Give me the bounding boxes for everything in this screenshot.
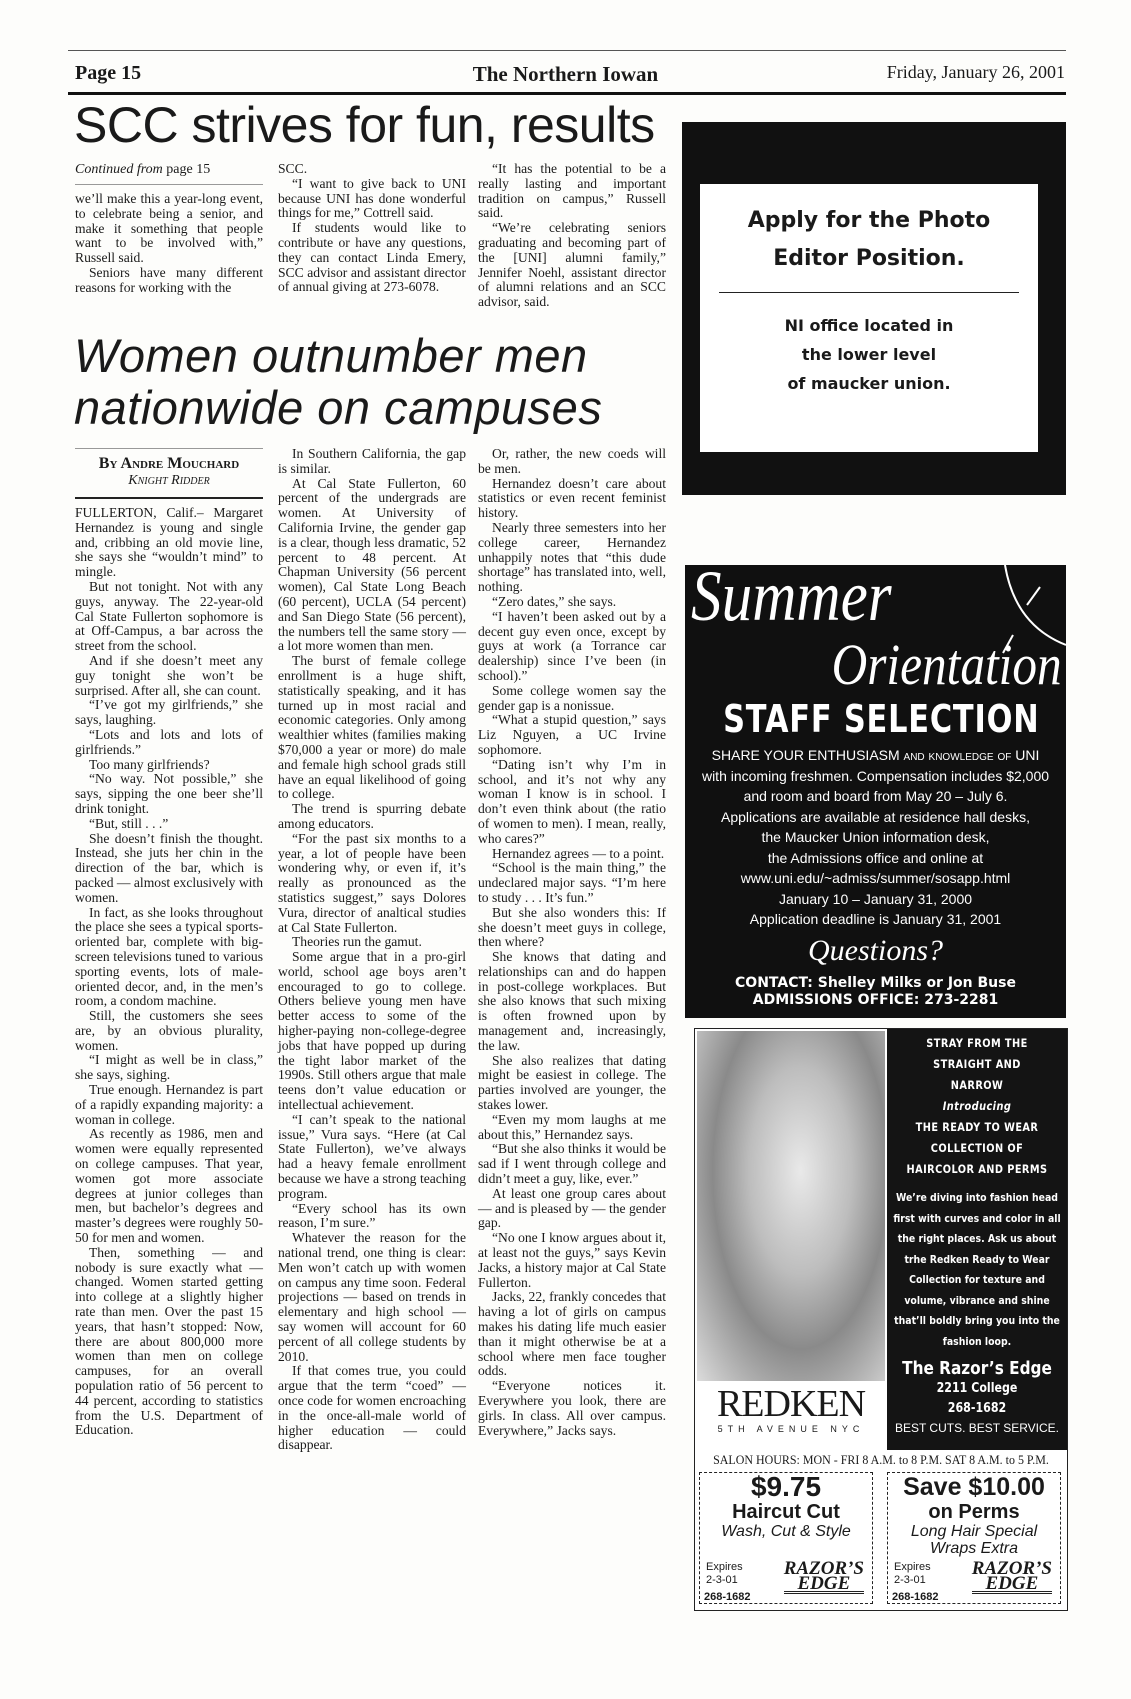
- headline-line-1: Women outnumber men: [74, 329, 588, 382]
- ad-text: NI office located in: [784, 316, 954, 335]
- paragraph: “I want to give back to UNI because UNI has done wonderful things for me,” Cottrell said.: [278, 175, 466, 221]
- ad-line: and room and board from May 20 – July 6.: [743, 788, 1008, 804]
- scc-headline: SCC strives for fun, results: [74, 97, 655, 153]
- ad-heading-line: COLLECTION OF: [930, 1141, 1024, 1155]
- paragraph: “School is the main thing,” the undeclared major says. “I’m here to study . . . It’s fun.”: [478, 860, 666, 905]
- ad-line: Application deadline is January 31, 2001: [749, 911, 1002, 927]
- ad-contact: [685, 975, 1066, 1009]
- ad-body: [685, 745, 1066, 930]
- ad-text: Editor Position.: [773, 246, 965, 271]
- paragraph: Whatever the reason for the national trend, one thing is clear: Men won’t catch up with women on campus any time soon. Federal projections — based on trends in elementary and high school — say women will account for 60 percent of all college students by 2010.: [278, 1230, 466, 1364]
- coupon-detail: Long Hair Special: [910, 1523, 1038, 1540]
- paragraph: “I haven’t been asked out by a decent guy even once, except by guys at work (a Torrance car dealership) since I’ve been (in school).”: [478, 608, 666, 683]
- paragraph: “But, still . . .”: [89, 815, 169, 831]
- paragraph: Seniors have many different reasons for working with the: [75, 264, 263, 295]
- paragraph: Theories run the gamut.: [292, 934, 422, 950]
- salon-hours: SALON HOURS: MON - FRI 8 A.M. to 8 P.M. SAT 8 A.M. to 5 P.M.: [713, 1452, 1049, 1467]
- byline-agency: Knight Ridder: [128, 473, 210, 488]
- article-column-2: [278, 447, 466, 1453]
- ad-text: of maucker union.: [787, 374, 951, 393]
- ad-line-1: [700, 202, 1038, 278]
- coupon-detail: Wraps Extra: [929, 1540, 1018, 1557]
- paragraph: At least one group cares about — and is pleased by — the gender gap.: [478, 1185, 666, 1231]
- ad-heading-line: HAIRCOLOR AND PERMS: [906, 1162, 1048, 1176]
- salon-address: 2211 College: [936, 1381, 1018, 1396]
- paragraph: “Everyone notices it. Everywhere you look, there are girls. In class. All over campus. Everywhere,” Jacks says.: [478, 1378, 666, 1438]
- paragraph: “We’re celebrating seniors graduating and becoming part of the [UNI] alumni family,” Jennifer Noehl, assistant director of alumni relations and an SCC advisor, said.: [478, 220, 666, 310]
- paragraph: But not tonight. Not with any guys, anyway. The 22-year-old Cal State Fullerton sophomore is at Off-Campus, a bar across the street from the school.: [75, 578, 263, 654]
- logo-text: RAZOR’S: [783, 1558, 864, 1579]
- scc-column-2: [278, 162, 466, 295]
- paragraph: “Even my mom laughs at me about this,” Hernandez says.: [478, 1111, 666, 1142]
- paragraph: If that comes true, you could argue that the term “coed” — once code for women encroaching in the once-all-male world of higher education — could disappear.: [278, 1363, 466, 1453]
- issue-date: Friday, January 26, 2001: [886, 62, 1065, 82]
- razors-edge-logo: [783, 1558, 864, 1594]
- paragraph: At Cal State Fullerton, 60 percent of the undergrads are women. At University of California Irvine, the gender gap is a clear, though less dramatic, 52 percent to 48 percent. At Chapman University (56 percent women), Cal State Long Beach (60 percent), UCLA (54 percent) and San Diego State (56 percent), the numbers tell the same story — a lot more women than men.: [278, 475, 466, 654]
- paragraph: “I might as well be in class,” she says, sighing.: [75, 1052, 263, 1083]
- logo-text: EDGE: [985, 1573, 1039, 1594]
- paragraph: But she also wonders this: If she doesn’t meet guys in college, then where?: [478, 904, 666, 950]
- paragraph: Nearly three semesters into her college career, Hernandez unhappily notes that “this dude shortage” has translated into, well, nothing.: [478, 519, 666, 595]
- paragraph: “No one I know argues about it, at least not the guys,” says Kevin Jacks, a history major at Cal State Fullerton.: [478, 1230, 666, 1290]
- salon-coupons: [694, 1450, 1068, 1611]
- paragraph: “No way. Not possible,” she says, sipping the one beer she’ll drink tonight.: [75, 771, 263, 816]
- expires-date: 2-3-01: [894, 1574, 926, 1586]
- byline: [75, 448, 263, 499]
- salon-ad: [694, 1028, 1068, 1452]
- paragraph: “Dating isn’t why I’m in school, and it’s not why any woman I know is in school. I don’t even think about (the ratio of women to men). I mean, really, who cares?”: [478, 756, 666, 846]
- continued-label: Continued from: [75, 162, 163, 177]
- ad-questions: Questions?: [808, 934, 943, 967]
- coupon-detail: Wash, Cut & Style: [721, 1523, 851, 1540]
- paragraph: Hernandez agrees — to a point.: [492, 845, 665, 861]
- photo-editor-ad-panel: [700, 184, 1038, 452]
- salon-phone: 268-1682: [947, 1401, 1007, 1416]
- expires-label: Expires: [706, 1561, 743, 1573]
- coupon-expiry: [894, 1561, 931, 1587]
- paragraph: Too many girlfriends?: [89, 756, 210, 772]
- ad-heading-line: THE READY TO WEAR: [915, 1120, 1039, 1134]
- paragraph: She also realizes that dating might be easiest in college. The parties involved are younger, the stakes lower.: [478, 1052, 666, 1113]
- byline-author: By Andre Mouchard: [98, 455, 240, 472]
- coupon-expiry: [706, 1561, 743, 1587]
- paragraph: In fact, as she looks throughout the place she sees a typical sports-oriented bar, complete with big-screen televisions tuned to various sporting events, lots of male-oriented decor, and, in the men’s room, a condom machine.: [75, 904, 263, 1009]
- ad-heading: [901, 1033, 1054, 1180]
- paragraph: She knows that dating and relationships can and do happen in post-college workplaces. But she also knows that such mixing is often frowned upon by management and, increasingly, the law.: [478, 949, 666, 1053]
- ad-body: We’re diving into fashion head first with curves and color in all the right places. Ask us about trhe Redken Ready to Wear Collection for texture and volume, vibrance and shine that’ll boldly bring you into the fashion loop.: [893, 1191, 1061, 1348]
- paragraph: Some argue that in a pro-girl world, school age boys aren’t encouraged to go to college. Others believe young men have better access to some of the higher-paying non-college-degree jobs that have popped up during the tight labor market of the 1990s. Still others argue that male teens don’t value education or intellectual achievement.: [278, 949, 466, 1113]
- paragraph: “Lots and lots and lots of girlfriends.”: [75, 726, 263, 757]
- paragraph: “What a stupid question,” says Liz Nguyen, a UC Irvine sophomore.: [478, 712, 666, 757]
- ad-heading-line: NARROW: [950, 1078, 1004, 1092]
- ad-url: www.uni.edu/~admiss/summer/sosapp.html: [740, 870, 1011, 886]
- logo-text: EDGE: [797, 1573, 851, 1594]
- article-column-1: [75, 506, 263, 1438]
- paragraph: As recently as 1986, men and women were equally represented on college campuses. That year, women got more associate degrees at junior colleges than men, but bachelor’s degrees and master’s degrees were roughly 50-50 for men and women.: [75, 1126, 263, 1246]
- paragraph: Still, the customers she sees are, by an obvious plurality, women.: [75, 1008, 263, 1053]
- ad-line: SHARE YOUR ENTHUSIASM and knowledge of UNI: [711, 747, 1040, 763]
- article-headline: [74, 330, 602, 434]
- newspaper-name: The Northern Iowan: [472, 62, 659, 86]
- coupon-haircut[interactable]: [699, 1472, 873, 1604]
- ad-text: the lower level: [801, 345, 937, 364]
- ad-line: Applications are available at residence hall desks,: [721, 808, 1030, 825]
- paragraph: And if she doesn’t meet any guy tonight she won’t be surprised. After all, she can count.: [75, 652, 263, 698]
- paragraph: Some college women say the gender gap is a nonissue.: [478, 682, 666, 713]
- summer-orientation-ad: [685, 565, 1066, 1018]
- paragraph: “I’ve got my girlfriends,” she says, laughing.: [75, 697, 263, 728]
- razors-edge-logo: [971, 1558, 1052, 1594]
- ad-contact-office: ADMISSIONS OFFICE: 273-2281: [752, 992, 999, 1008]
- ad-title-summer: Summer: [691, 565, 892, 636]
- ad-line: the Maucker Union information desk,: [761, 829, 990, 845]
- ad-line: January 10 – January 31, 2000: [778, 890, 973, 907]
- paragraph: “I can’t speak to the national issue,” Vura says. “Here (at Cal State Fullerton), we’ve always had a heavy female enrollment because we have a strong teaching program.: [278, 1111, 466, 1201]
- scc-column-3: [478, 162, 666, 310]
- ad-line: the Admissions office and online at: [767, 849, 984, 866]
- paragraph: True enough. Hernandez is part of a rapidly expanding majority: a woman in college.: [75, 1082, 263, 1127]
- paragraph: If students would like to contribute or have any questions, they can contact Linda Emery, SCC advisor and assistant director of annual giving at 273-6078.: [278, 220, 466, 295]
- paragraph: The burst of female college enrollment is a huge shift, statistically speaking, and it has turned up in most racial and economic categories. Only among wealthier whites (families making $70,000 a year or more) do male and female high school grads still have an equal likelihood of going to college.: [278, 653, 466, 802]
- paragraph: Jacks, 22, frankly concedes that having a lot of girls on campus makes his dating life much easier than it might otherwise be at a school where men face tougher odds.: [478, 1289, 666, 1379]
- ad-text: Apply for the Photo: [747, 208, 991, 233]
- paragraph: Hernandez doesn’t care about statistics or even recent feminist history.: [478, 475, 666, 521]
- redken-logo: [697, 1384, 885, 1434]
- coupon-service: on Perms: [928, 1501, 1020, 1523]
- paragraph: we’ll make this a year-long event, to celebrate being a senior, and make it something that people want to be involved with,” Russell said.: [75, 191, 263, 266]
- coupon-phone: 268-1682: [892, 1591, 939, 1603]
- coupon-price: $9.75: [750, 1471, 822, 1502]
- redken-wordmark: REDKEN: [716, 1383, 866, 1425]
- ad-line: with incoming freshmen. Compensation includes $2,000: [701, 767, 1050, 784]
- ad-intro: Introducing: [942, 1099, 1012, 1113]
- redken-subtitle: 5TH AVENUE NYC: [717, 1424, 865, 1434]
- paragraph: In Southern California, the gap is similar.: [278, 446, 466, 476]
- coupon-price: Save $10.00: [903, 1473, 1045, 1501]
- continued-from: [75, 162, 263, 185]
- salon-name: The Razor’s Edge: [902, 1358, 1052, 1379]
- ad-title-orientation: Orientation: [831, 632, 1062, 697]
- page-number: Page 15: [75, 62, 142, 84]
- continued-page: page 15: [166, 162, 211, 177]
- paragraph: “Zero dates,” she says.: [492, 593, 617, 609]
- paragraph: Or, rather, the new coeds will be men.: [478, 446, 666, 476]
- ad-divider: [719, 292, 1019, 293]
- expires-label: Expires: [894, 1561, 931, 1573]
- salon-tagline: BEST CUTS. BEST SERVICE.: [894, 1421, 1060, 1435]
- scc-column-1: [75, 192, 263, 296]
- salon-ad-panel: [887, 1029, 1067, 1451]
- paragraph: “For the past six months to a year, a lot of people have been wondering why, or even if, it’s really as pronounced as the statistics suggest,” says Dolores Vura, director of analtical studies at Cal State Fullerton.: [278, 830, 466, 935]
- ad-contact-names: CONTACT: Shelley Milks or Jon Buse: [735, 975, 1016, 991]
- paragraph: FULLERTON, Calif.– Margaret Hernandez is young and single and, cribbing an old movie line, she says she “wouldn’t mind” to mingle.: [75, 505, 263, 580]
- coupon-perms[interactable]: [887, 1472, 1061, 1604]
- article-column-3: [478, 447, 666, 1438]
- coupon-service: Haircut Cut: [732, 1501, 840, 1523]
- paragraph: SCC.: [278, 161, 308, 176]
- ad-heading-line: STRAY FROM THE: [926, 1036, 1028, 1050]
- photo-editor-ad: [682, 122, 1066, 495]
- coupon-phone: 268-1682: [704, 1591, 751, 1603]
- ad-heading-line: STRAIGHT AND: [933, 1057, 1021, 1071]
- paragraph: The trend is spurring debate among educators.: [278, 801, 466, 831]
- expires-date: 2-3-01: [706, 1574, 738, 1586]
- ad-location: [700, 311, 1038, 398]
- ad-title-staff-selection: STAFF SELECTION: [723, 697, 1040, 741]
- paragraph: “But she also thinks it would be sad if I went through college and didn’t meet a guy, like, ever.”: [478, 1141, 666, 1187]
- paragraph: “It has the potential to be a really lasting and important tradition on campus,” Russell said.: [478, 161, 666, 221]
- top-rule: [68, 50, 1066, 51]
- paragraph: Then, something — and nobody is sure exactly what — changed. Women started getting into college at a slightly higher rate than men. Over the past 15 years, that hasn’t stopped: Now, there are about 800,000 more women than men on college campuses, for an overall population ratio of 56 percent to 44 percent, according to statistics from the U.S. Department of Education.: [75, 1244, 263, 1438]
- model-photo: [697, 1031, 885, 1381]
- paragraph: She doesn’t finish the thought. Instead, she juts her chin in the direction of the bar, which is packed — almost exclusively with women.: [75, 830, 264, 905]
- masthead-rule: [68, 92, 1066, 95]
- headline-line-2: nationwide on campuses: [74, 381, 603, 434]
- logo-text: RAZOR’S: [971, 1558, 1052, 1579]
- paragraph: “Every school has its own reason, I’m sure.”: [278, 1200, 466, 1231]
